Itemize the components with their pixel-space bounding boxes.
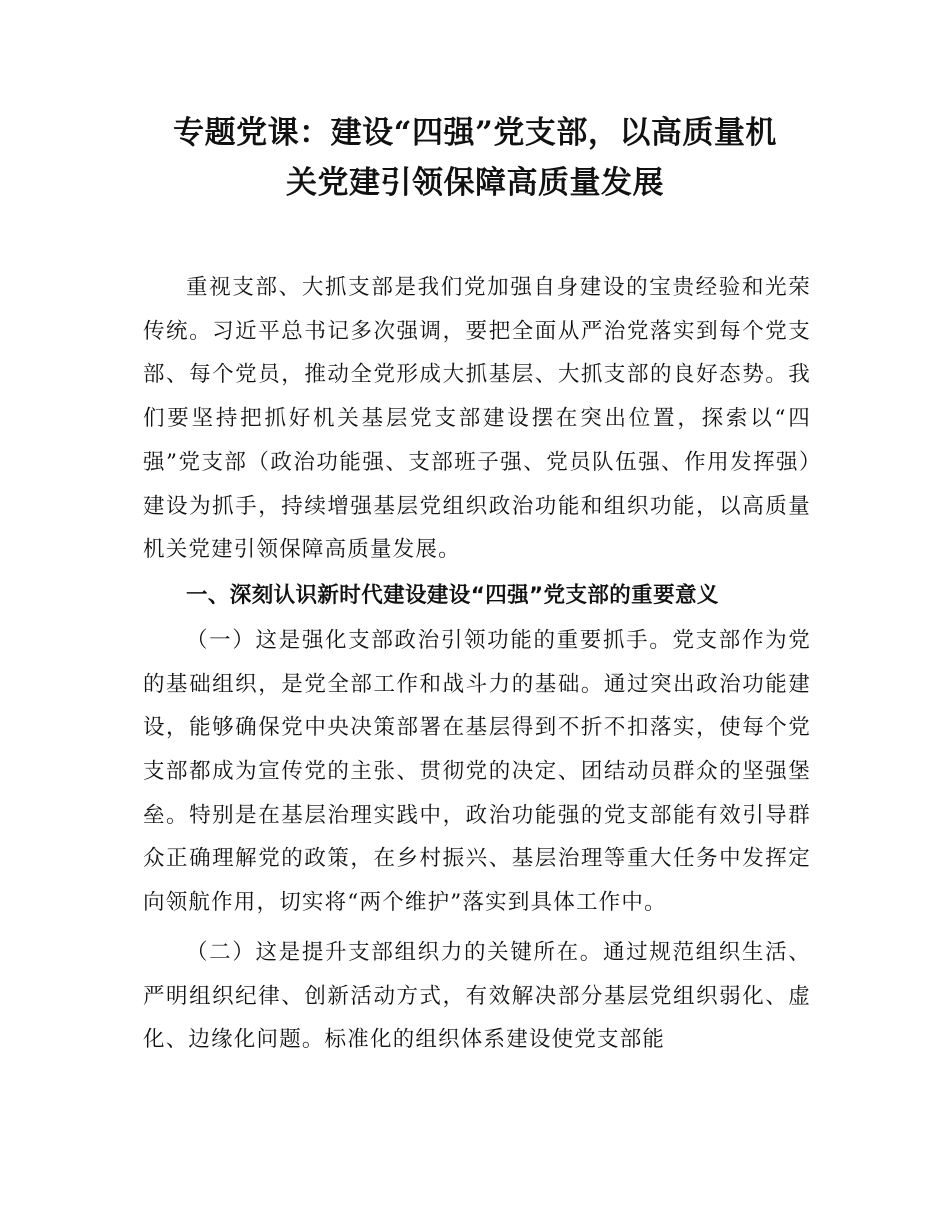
title-line-1: 专题党课：建设“四强”党支部，以高质量机 — [173, 115, 777, 151]
paragraph-1: （一）这是强化支部政治引领功能的重要抓手。党支部作为党的基础组织，是党全部工作和战斗力的基础。通过突出政治功能建设，能够确保党中央决策部署在基层得到不折不扣落实，使每个党支部都成为宣传党的主张、贯彻党的决定、团结动员群众的坚强堡垒。特别是在基层治理实践中，政治功能强的党支部能有效引导群众正确理解党的政策，在乡村振兴、基层治理等重大任务中发挥定向领航作用，切实将“两个维护”落实到具体工作中。 — [143, 627, 811, 916]
paragraph-2: （二）这是提升支部组织力的关键所在。通过规范组织生活、严明组织纪律、创新活动方式，有效解决部分基层党组织弱化、虚化、边缘化问题。标准化的组织体系建设使党支部能 — [143, 939, 811, 1053]
title-line-2: 关党建引领保障高质量发展 — [286, 165, 664, 201]
document-title — [100, 108, 850, 208]
section-heading-1: 一、深刻认识新时代建设建设“四强”党支部的重要意义 — [186, 582, 719, 608]
intro-paragraph: 重视支部、大抓支部是我们党加强自身建设的宝贵经验和光荣传统。习近平总书记多次强调，要把全面从严治党落实到每个党支部、每个党员，推动全党形成大抓基层、大抓支部的良好态势。我们要坚持把抓好机关基层党支部建设摆在突出位置，探索以“四强”党支部（政治功能强、支部班子强、党员队伍强、作用发挥强）建设为抓手，持续增强基层党组织政治功能和组织功能，以高质量机关党建引领保障高质量发展。 — [143, 275, 811, 563]
document-body — [143, 266, 811, 1062]
